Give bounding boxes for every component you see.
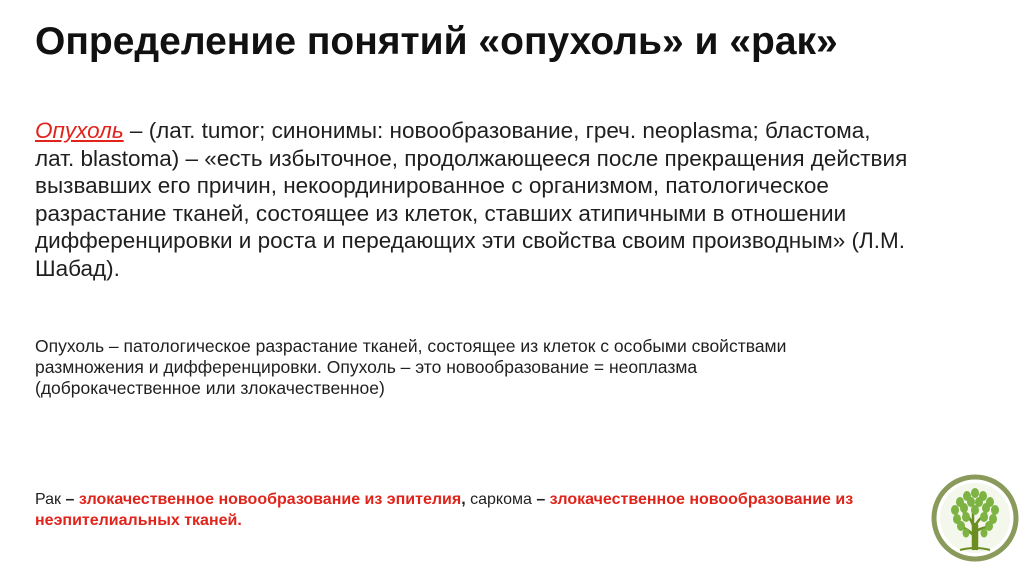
definition-term: Опухоль [35,118,124,143]
cancer-definition [35,489,875,531]
cancer-term: Рак [35,491,66,508]
slide-title: Определение понятий «опухоль» и «рак» [35,20,838,63]
sarcoma-definition-text: злокачественное новообразование из неэпителиальных тканей. [35,491,854,529]
cancer-definition-text: злокачественное новообразование из эпителия [74,491,462,508]
tree-logo-icon [930,473,1020,563]
cancer-comma: , [461,491,466,508]
cancer-dash: – [65,491,75,508]
definition-paragraph [35,117,915,282]
second-paragraph: Опухоль – патологическое разрастание тканей, состоящее из клеток с особыми свойствами размножения и дифференцировки. Опухоль – это новообразование = неоплазма (доброкачественное или злокачественное) [35,336,787,398]
sarcoma-term: саркома [465,491,537,508]
sarcoma-dash: – [536,491,546,508]
definition-text: – (лат. tumor; синонимы: новообразование, греч. neoplasma; бластома, лат. blastoma) – «есть избыточное, продолжающееся после прекращения действия вызвавших его причин, некоординированное с организмом, патологическое разрастание тканей, состоящее из клеток, ставших атипичными в отношении дифференцировки и роста и передающих эти свойства своим производным» (Л.М. Шабад). [35,118,908,281]
